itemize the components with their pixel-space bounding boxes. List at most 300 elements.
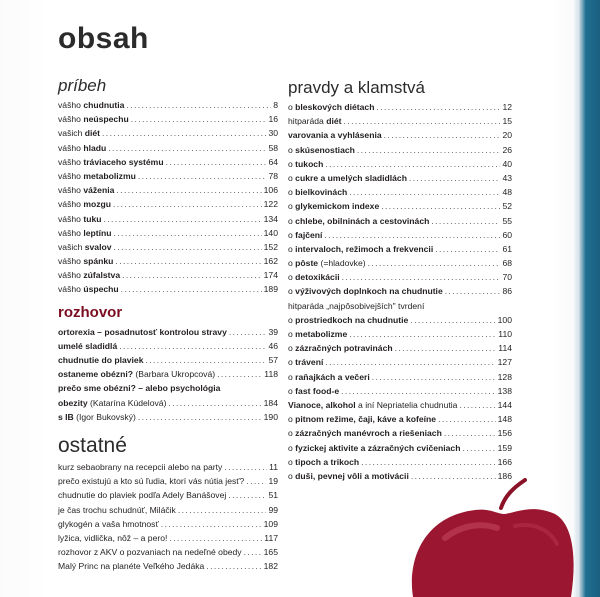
dot-leader bbox=[131, 112, 267, 126]
toc-entry-page: 8 bbox=[273, 100, 278, 110]
toc-entry-prefix: o bbox=[288, 314, 296, 325]
toc-entry-title bbox=[288, 242, 433, 256]
toc-entry-title bbox=[58, 474, 244, 488]
toc-entry-keyword: ortorexia – posadnutosť kontrolou stravy bbox=[58, 326, 227, 337]
toc-entry-prefix: o bbox=[288, 385, 296, 396]
dot-leader bbox=[349, 185, 500, 199]
toc-entry bbox=[58, 282, 278, 296]
toc-entry-page: 190 bbox=[263, 411, 278, 422]
toc-entry-title bbox=[58, 517, 159, 531]
toc-entry-page: 12 bbox=[502, 102, 512, 112]
toc-entry-page: 46 bbox=[268, 340, 278, 351]
toc-entry-prefix: o bbox=[288, 329, 296, 339]
dot-leader bbox=[166, 155, 267, 169]
toc-entry bbox=[58, 353, 278, 367]
toc-entry-title bbox=[58, 197, 111, 211]
toc-entry bbox=[58, 410, 278, 424]
toc-entry-keyword: zázračných potravinách bbox=[295, 343, 393, 354]
toc-entry-prefix: vášho bbox=[58, 256, 84, 267]
toc-entry-prefix: lyžica, vidlička, nôž – a pero! bbox=[58, 532, 168, 543]
dot-leader bbox=[435, 242, 500, 256]
dot-leader bbox=[410, 313, 495, 327]
toc-entry-page: 58 bbox=[268, 142, 278, 153]
dot-leader bbox=[113, 197, 262, 211]
toc-entry-page: 140 bbox=[263, 227, 278, 238]
toc-entry-title bbox=[58, 254, 113, 268]
toc-entry bbox=[58, 268, 278, 282]
toc-entry-page: 20 bbox=[502, 130, 512, 141]
toc-entry-page: 55 bbox=[502, 215, 512, 226]
dot-leader bbox=[114, 226, 262, 240]
toc-entry-keyword: diét bbox=[84, 128, 101, 139]
toc-entry bbox=[288, 114, 512, 128]
dot-leader bbox=[459, 398, 495, 412]
toc-entry-keyword: metabolizme bbox=[295, 329, 348, 339]
toc-entry-keyword: spánku bbox=[83, 256, 114, 267]
toc-entry-page: 100 bbox=[497, 314, 512, 325]
toc-entry-title bbox=[288, 398, 457, 412]
toc-entry-title bbox=[58, 396, 166, 410]
toc-entry-prefix: o bbox=[288, 456, 296, 467]
toc-entry-keyword: výživových doplnkoch na chudnutie bbox=[295, 286, 443, 297]
apple-illustration bbox=[405, 478, 575, 597]
toc-entry bbox=[288, 426, 512, 440]
toc-entry bbox=[58, 531, 278, 545]
toc-entry bbox=[288, 171, 512, 185]
toc-entry bbox=[58, 381, 278, 395]
toc-entry-prefix: o bbox=[288, 428, 296, 439]
toc-list-pribeh bbox=[58, 98, 278, 297]
toc-entry-prefix: o bbox=[288, 187, 296, 198]
toc-entry-prefix: o bbox=[288, 357, 296, 368]
toc-entry-title bbox=[288, 143, 355, 157]
toc-entry-keyword: metabolizmu bbox=[83, 170, 136, 181]
toc-entry-prefix: vášho bbox=[58, 227, 84, 238]
toc-entry-keyword: mozgu bbox=[83, 199, 112, 210]
toc-entry bbox=[288, 370, 512, 384]
toc-entry-keyword: detoxikácii bbox=[295, 272, 340, 283]
toc-entry-title bbox=[288, 114, 342, 128]
toc-entry bbox=[288, 228, 512, 242]
toc-entry-title bbox=[288, 313, 408, 327]
toc-entry-prefix: o bbox=[288, 215, 296, 226]
dot-leader bbox=[161, 517, 262, 531]
toc-entry-prefix: o bbox=[288, 442, 296, 453]
toc-entry-keyword: Vianoce, alkohol bbox=[288, 399, 356, 410]
toc-entry-title bbox=[58, 169, 136, 183]
toc-entry-prefix: o bbox=[288, 470, 296, 481]
toc-entry-prefix: glykogén a vaša hmotnosť bbox=[58, 518, 159, 529]
toc-entry-title bbox=[288, 455, 359, 469]
toc-entry-keyword: úspechu bbox=[83, 284, 119, 295]
toc-entry-prefix: rozhovor z AKV o pozvaniach na nedeľné obedy bbox=[58, 547, 242, 558]
toc-entry-keyword: zázračných manévroch a riešeniach bbox=[295, 428, 442, 439]
toc-entry-keyword: bielkovinách bbox=[295, 187, 348, 198]
toc-entry-title bbox=[288, 228, 322, 242]
toc-entry-page: 26 bbox=[502, 144, 512, 155]
toc-entry bbox=[288, 412, 512, 426]
toc-entry-prefix: vášho bbox=[58, 270, 84, 281]
left-column bbox=[58, 76, 278, 573]
toc-entry bbox=[58, 169, 278, 183]
toc-entry-keyword: duši, pevnej vôli a motivácii bbox=[295, 470, 409, 481]
dot-leader bbox=[108, 141, 266, 155]
toc-entry-prefix: prečo existujú a kto sú ľudia, ktorí vás nútia jesť? bbox=[58, 476, 245, 487]
toc-entry-page: 166 bbox=[497, 456, 512, 467]
dot-leader bbox=[224, 460, 267, 474]
toc-entry-keyword: pitnom režime, čaji, káve a kofeíne bbox=[295, 414, 437, 425]
toc-entry-title bbox=[288, 100, 374, 114]
toc-entry-prefix: hitparáda bbox=[288, 116, 327, 127]
dot-leader bbox=[342, 270, 501, 284]
toc-entry bbox=[288, 256, 512, 270]
toc-entry-page: 134 bbox=[263, 213, 278, 224]
toc-entry bbox=[288, 185, 512, 199]
toc-entry-keyword: fyzickej aktivite a zázračných cvičeniach bbox=[295, 442, 461, 453]
dot-leader bbox=[462, 441, 495, 455]
toc-entry-page: 156 bbox=[497, 428, 512, 439]
toc-entry-prefix: o bbox=[288, 201, 296, 212]
toc-entry bbox=[288, 455, 512, 469]
toc-entry-prefix: je čas trochu schudnúť, Miláčik bbox=[58, 504, 176, 515]
toc-entry-page: 57 bbox=[268, 355, 278, 365]
toc-entry-keyword: intervaloch, režimoch a frekvencii bbox=[295, 243, 434, 254]
toc-entry-keyword: leptínu bbox=[83, 227, 112, 238]
toc-entry bbox=[58, 226, 278, 240]
toc-list-pravdy bbox=[288, 100, 512, 483]
toc-entry-keyword: bleskových diétach bbox=[295, 102, 375, 112]
toc-entry-title bbox=[58, 212, 101, 226]
toc-entry-title bbox=[288, 327, 347, 341]
toc-entry-title bbox=[58, 460, 222, 474]
toc-entry bbox=[288, 199, 512, 213]
toc-entry-page: 109 bbox=[263, 518, 278, 529]
toc-entry bbox=[58, 98, 278, 112]
toc-entry bbox=[58, 240, 278, 254]
dot-leader bbox=[324, 228, 500, 242]
toc-entry-keyword: hladu bbox=[83, 142, 107, 153]
toc-entry bbox=[288, 355, 512, 369]
toc-entry bbox=[288, 341, 512, 355]
toc-entry-title bbox=[58, 339, 117, 353]
toc-entry-prefix: o bbox=[288, 371, 296, 382]
toc-entry-page: 39 bbox=[268, 326, 278, 337]
dot-leader bbox=[349, 327, 496, 341]
dot-leader bbox=[178, 503, 267, 517]
toc-entry-title bbox=[288, 355, 323, 369]
toc-entry-title bbox=[58, 367, 215, 381]
dot-leader bbox=[114, 240, 262, 254]
toc-entry-title bbox=[288, 214, 429, 228]
toc-entry-title bbox=[58, 226, 112, 240]
toc-entry-prefix: vášho bbox=[58, 156, 84, 167]
toc-entry-page: 106 bbox=[263, 185, 278, 196]
dot-leader bbox=[384, 128, 501, 142]
toc-entry-keyword: diét bbox=[326, 116, 342, 127]
toc-entry-page: 60 bbox=[502, 229, 512, 240]
toc-entry-page: 16 bbox=[268, 114, 278, 125]
dot-leader bbox=[102, 126, 266, 140]
toc-entry-page: 128 bbox=[497, 371, 512, 382]
dot-leader bbox=[376, 100, 500, 114]
toc-entry bbox=[58, 155, 278, 169]
toc-entry-title bbox=[288, 441, 460, 455]
toc-entry-keyword: glykemickom indexe bbox=[295, 201, 380, 212]
toc-entry-prefix: o bbox=[288, 343, 296, 354]
toc-entry-page: 117 bbox=[264, 532, 278, 543]
dot-leader bbox=[344, 114, 501, 128]
toc-entry-title bbox=[58, 410, 136, 424]
toc-entry-prefix: hitparáda „najpôsobivejších" tvrdení bbox=[288, 300, 425, 311]
toc-entry-prefix: vášho bbox=[58, 100, 84, 110]
toc-entry-page: 48 bbox=[502, 187, 512, 198]
toc-entry-page: 61 bbox=[502, 243, 512, 254]
toc-entry-page: 127 bbox=[497, 357, 512, 368]
toc-entry bbox=[58, 339, 278, 353]
dot-leader bbox=[116, 183, 261, 197]
toc-entry bbox=[288, 284, 512, 298]
section-heading-pribeh: príbeh bbox=[58, 76, 107, 95]
toc-entry-title bbox=[288, 412, 436, 426]
dot-leader bbox=[206, 559, 261, 573]
toc-entry bbox=[288, 441, 512, 455]
toc-entry-page: 186 bbox=[497, 470, 512, 481]
toc-entry-prefix: vášho bbox=[58, 170, 84, 181]
toc-entry-prefix: o bbox=[288, 144, 296, 155]
toc-entry-title bbox=[58, 126, 100, 140]
toc-entry-prefix: o bbox=[288, 258, 296, 269]
toc-entry-title bbox=[58, 155, 164, 169]
section-heading-ostatne: ostatné bbox=[58, 433, 127, 457]
toc-entry-prefix: o bbox=[288, 414, 296, 425]
toc-entry-keyword: tráviaceho systému bbox=[83, 156, 164, 167]
toc-entry-prefix: vášho bbox=[58, 185, 84, 196]
toc-entry-prefix: o bbox=[288, 229, 296, 240]
toc-entry-title bbox=[288, 199, 379, 213]
dot-leader bbox=[244, 545, 262, 559]
toc-entry-page: 19 bbox=[268, 476, 278, 487]
toc-entry bbox=[58, 460, 278, 474]
toc-entry-title bbox=[288, 469, 409, 483]
toc-entry-keyword: obezity bbox=[58, 397, 88, 408]
toc-entry bbox=[288, 313, 512, 327]
toc-entry-keyword: zúfalstva bbox=[83, 270, 121, 281]
dot-leader bbox=[325, 355, 495, 369]
dot-leader bbox=[217, 367, 262, 381]
toc-entry-prefix: Malý Princ na planéte Veľkého Jedáka bbox=[58, 561, 205, 572]
toc-entry-title bbox=[58, 488, 226, 502]
toc-entry-title bbox=[288, 128, 382, 142]
toc-entry bbox=[288, 128, 512, 142]
toc-entry bbox=[58, 396, 278, 410]
toc-entry-title bbox=[58, 503, 176, 517]
toc-entry-suffix: (=hladovke) bbox=[318, 258, 366, 269]
toc-entry bbox=[288, 100, 512, 114]
dot-leader bbox=[409, 171, 500, 185]
toc-entry-page: 52 bbox=[502, 201, 512, 212]
toc-entry-title bbox=[58, 98, 124, 112]
dot-leader bbox=[444, 426, 496, 440]
toc-entry-keyword: s IB bbox=[58, 411, 74, 422]
toc-entry bbox=[58, 112, 278, 126]
dot-leader bbox=[229, 325, 267, 339]
page-title: obsah bbox=[58, 22, 149, 55]
toc-entry-suffix: (Barbara Ukropcová) bbox=[132, 369, 216, 380]
toc-entry-keyword: cukre a umelých sladidlách bbox=[295, 172, 407, 183]
toc-entry-keyword: neúspechu bbox=[83, 114, 129, 125]
toc-entry-prefix: kurz sebaobrany na recepcii alebo na party bbox=[58, 461, 223, 472]
toc-entry-page: 15 bbox=[502, 116, 512, 127]
toc-entry-title bbox=[288, 341, 393, 355]
toc-entry-page: 184 bbox=[263, 397, 278, 408]
toc-entry-page: 165 bbox=[263, 547, 278, 558]
toc-entry-title bbox=[58, 240, 112, 254]
toc-entry bbox=[58, 545, 278, 559]
toc-entry-prefix: o bbox=[288, 172, 296, 183]
dot-leader bbox=[138, 169, 267, 183]
dot-leader bbox=[228, 488, 266, 502]
toc-entry-keyword: tukoch bbox=[295, 158, 324, 169]
toc-entry-page: 189 bbox=[263, 284, 278, 295]
toc-entry-suffix: (Igor Bukovský) bbox=[73, 411, 136, 422]
toc-entry-prefix: o bbox=[288, 286, 296, 297]
toc-entry-page: 99 bbox=[268, 504, 278, 515]
toc-entry-keyword: tipoch a trikoch bbox=[295, 456, 360, 467]
toc-entry-keyword: svalov bbox=[84, 241, 112, 252]
toc-entry-page: 148 bbox=[497, 414, 512, 425]
toc-list-rozhovor bbox=[58, 325, 278, 424]
book-edge-blue bbox=[578, 0, 600, 597]
toc-entry-prefix: vášho bbox=[58, 114, 84, 125]
dot-leader bbox=[103, 212, 261, 226]
toc-entry bbox=[58, 183, 278, 197]
toc-entry-title bbox=[288, 171, 407, 185]
toc-entry-title bbox=[288, 256, 366, 270]
toc-entry-page: 152 bbox=[263, 241, 278, 252]
toc-entry-title bbox=[288, 270, 340, 284]
toc-entry bbox=[288, 270, 512, 284]
toc-entry-title bbox=[288, 185, 347, 199]
toc-entry-prefix: vášho bbox=[58, 213, 84, 224]
toc-entry bbox=[288, 299, 512, 313]
toc-entry bbox=[58, 517, 278, 531]
toc-entry-keyword: prostriedkoch na chudnutie bbox=[295, 314, 409, 325]
section-heading-rozhovor: rozhovor bbox=[58, 303, 123, 321]
toc-entry-title bbox=[58, 141, 106, 155]
toc-entry-page: 144 bbox=[497, 399, 512, 410]
toc-entry-page: 159 bbox=[497, 442, 512, 453]
toc-entry-keyword: trávení bbox=[295, 357, 324, 368]
dot-leader bbox=[138, 410, 262, 424]
toc-entry bbox=[58, 503, 278, 517]
toc-entry-title bbox=[58, 381, 220, 395]
toc-entry-title bbox=[58, 559, 204, 573]
toc-entry-keyword: chlebe, obilninách a cestovinách bbox=[295, 215, 430, 226]
dot-leader bbox=[119, 339, 266, 353]
toc-entry-title bbox=[288, 384, 339, 398]
toc-entry-title bbox=[58, 183, 114, 197]
toc-entry-title bbox=[58, 282, 119, 296]
toc-entry bbox=[288, 384, 512, 398]
toc-entry-keyword: pôste bbox=[295, 258, 319, 269]
dot-leader bbox=[246, 474, 266, 488]
toc-entry-page: 182 bbox=[263, 561, 278, 572]
toc-entry-page: 138 bbox=[497, 385, 512, 396]
toc-entry-page: 118 bbox=[264, 369, 278, 380]
toc-entry-page: 110 bbox=[498, 329, 512, 339]
toc-entry-page: 30 bbox=[268, 128, 278, 139]
toc-entry-page: 64 bbox=[268, 156, 278, 167]
toc-entry-page: 122 bbox=[263, 199, 278, 210]
toc-entry-suffix: a iní Nepriatelia chudnutia bbox=[355, 399, 458, 410]
dot-leader bbox=[357, 143, 501, 157]
toc-entry-page: 174 bbox=[263, 270, 278, 281]
toc-entry-page: 114 bbox=[498, 343, 512, 354]
toc-entry-keyword: chudnutie do plaviek bbox=[58, 355, 144, 365]
toc-entry bbox=[288, 214, 512, 228]
toc-entry-prefix: vášho bbox=[58, 284, 84, 295]
toc-entry-prefix: vašich bbox=[58, 241, 85, 252]
toc-entry-prefix: vašich bbox=[58, 128, 85, 139]
toc-entry-keyword: raňajkách a večeri bbox=[295, 371, 370, 382]
toc-entry-title bbox=[288, 157, 323, 171]
toc-entry-title bbox=[288, 299, 424, 313]
toc-entry bbox=[58, 254, 278, 268]
toc-entry-keyword: fajčení bbox=[295, 229, 323, 240]
toc-entry-page: 162 bbox=[263, 256, 278, 267]
dot-leader bbox=[341, 384, 496, 398]
dot-leader bbox=[126, 98, 271, 112]
toc-entry-keyword: váženia bbox=[83, 185, 115, 196]
toc-entry-title bbox=[288, 284, 443, 298]
toc-entry-page: 86 bbox=[502, 286, 512, 297]
toc-entry-page: 51 bbox=[268, 490, 278, 501]
toc-entry-keyword: tuku bbox=[83, 213, 102, 224]
toc-entry-keyword: skúsenostiach bbox=[295, 144, 355, 155]
toc-entry-title bbox=[58, 531, 167, 545]
toc-entry-page: 70 bbox=[502, 272, 512, 283]
toc-entry bbox=[288, 398, 512, 412]
toc-entry bbox=[58, 474, 278, 488]
toc-entry-prefix: o bbox=[288, 243, 296, 254]
toc-entry bbox=[58, 197, 278, 211]
dot-leader bbox=[368, 256, 501, 270]
right-column bbox=[288, 78, 512, 483]
toc-entry-title bbox=[58, 545, 242, 559]
dot-leader bbox=[445, 284, 501, 298]
toc-entry-title bbox=[58, 268, 120, 282]
toc-entry-prefix: chudnutie do plaviek podľa Adely Banášovej bbox=[58, 490, 227, 501]
dot-leader bbox=[122, 268, 262, 282]
dot-leader bbox=[121, 282, 262, 296]
toc-entry-page: 78 bbox=[268, 170, 278, 181]
toc-entry-title bbox=[58, 112, 129, 126]
toc-entry-keyword: varovania a vyhlásenia bbox=[288, 130, 382, 141]
toc-entry bbox=[58, 488, 278, 502]
toc-entry bbox=[288, 242, 512, 256]
toc-entry-page: 11 bbox=[269, 461, 278, 472]
toc-entry-keyword: ostaneme obézni? bbox=[58, 369, 133, 380]
dot-leader bbox=[381, 199, 500, 213]
toc-entry-keyword: chudnutia bbox=[83, 100, 125, 110]
toc-entry bbox=[288, 143, 512, 157]
toc-entry bbox=[58, 212, 278, 226]
section-heading-pravdy: pravdy a klamstvá bbox=[288, 78, 425, 97]
toc-entry-title bbox=[58, 325, 227, 339]
toc-list-ostatne bbox=[58, 460, 278, 574]
dot-leader bbox=[372, 370, 496, 384]
toc-entry-suffix: (Katarína Kúdelová) bbox=[87, 397, 167, 408]
